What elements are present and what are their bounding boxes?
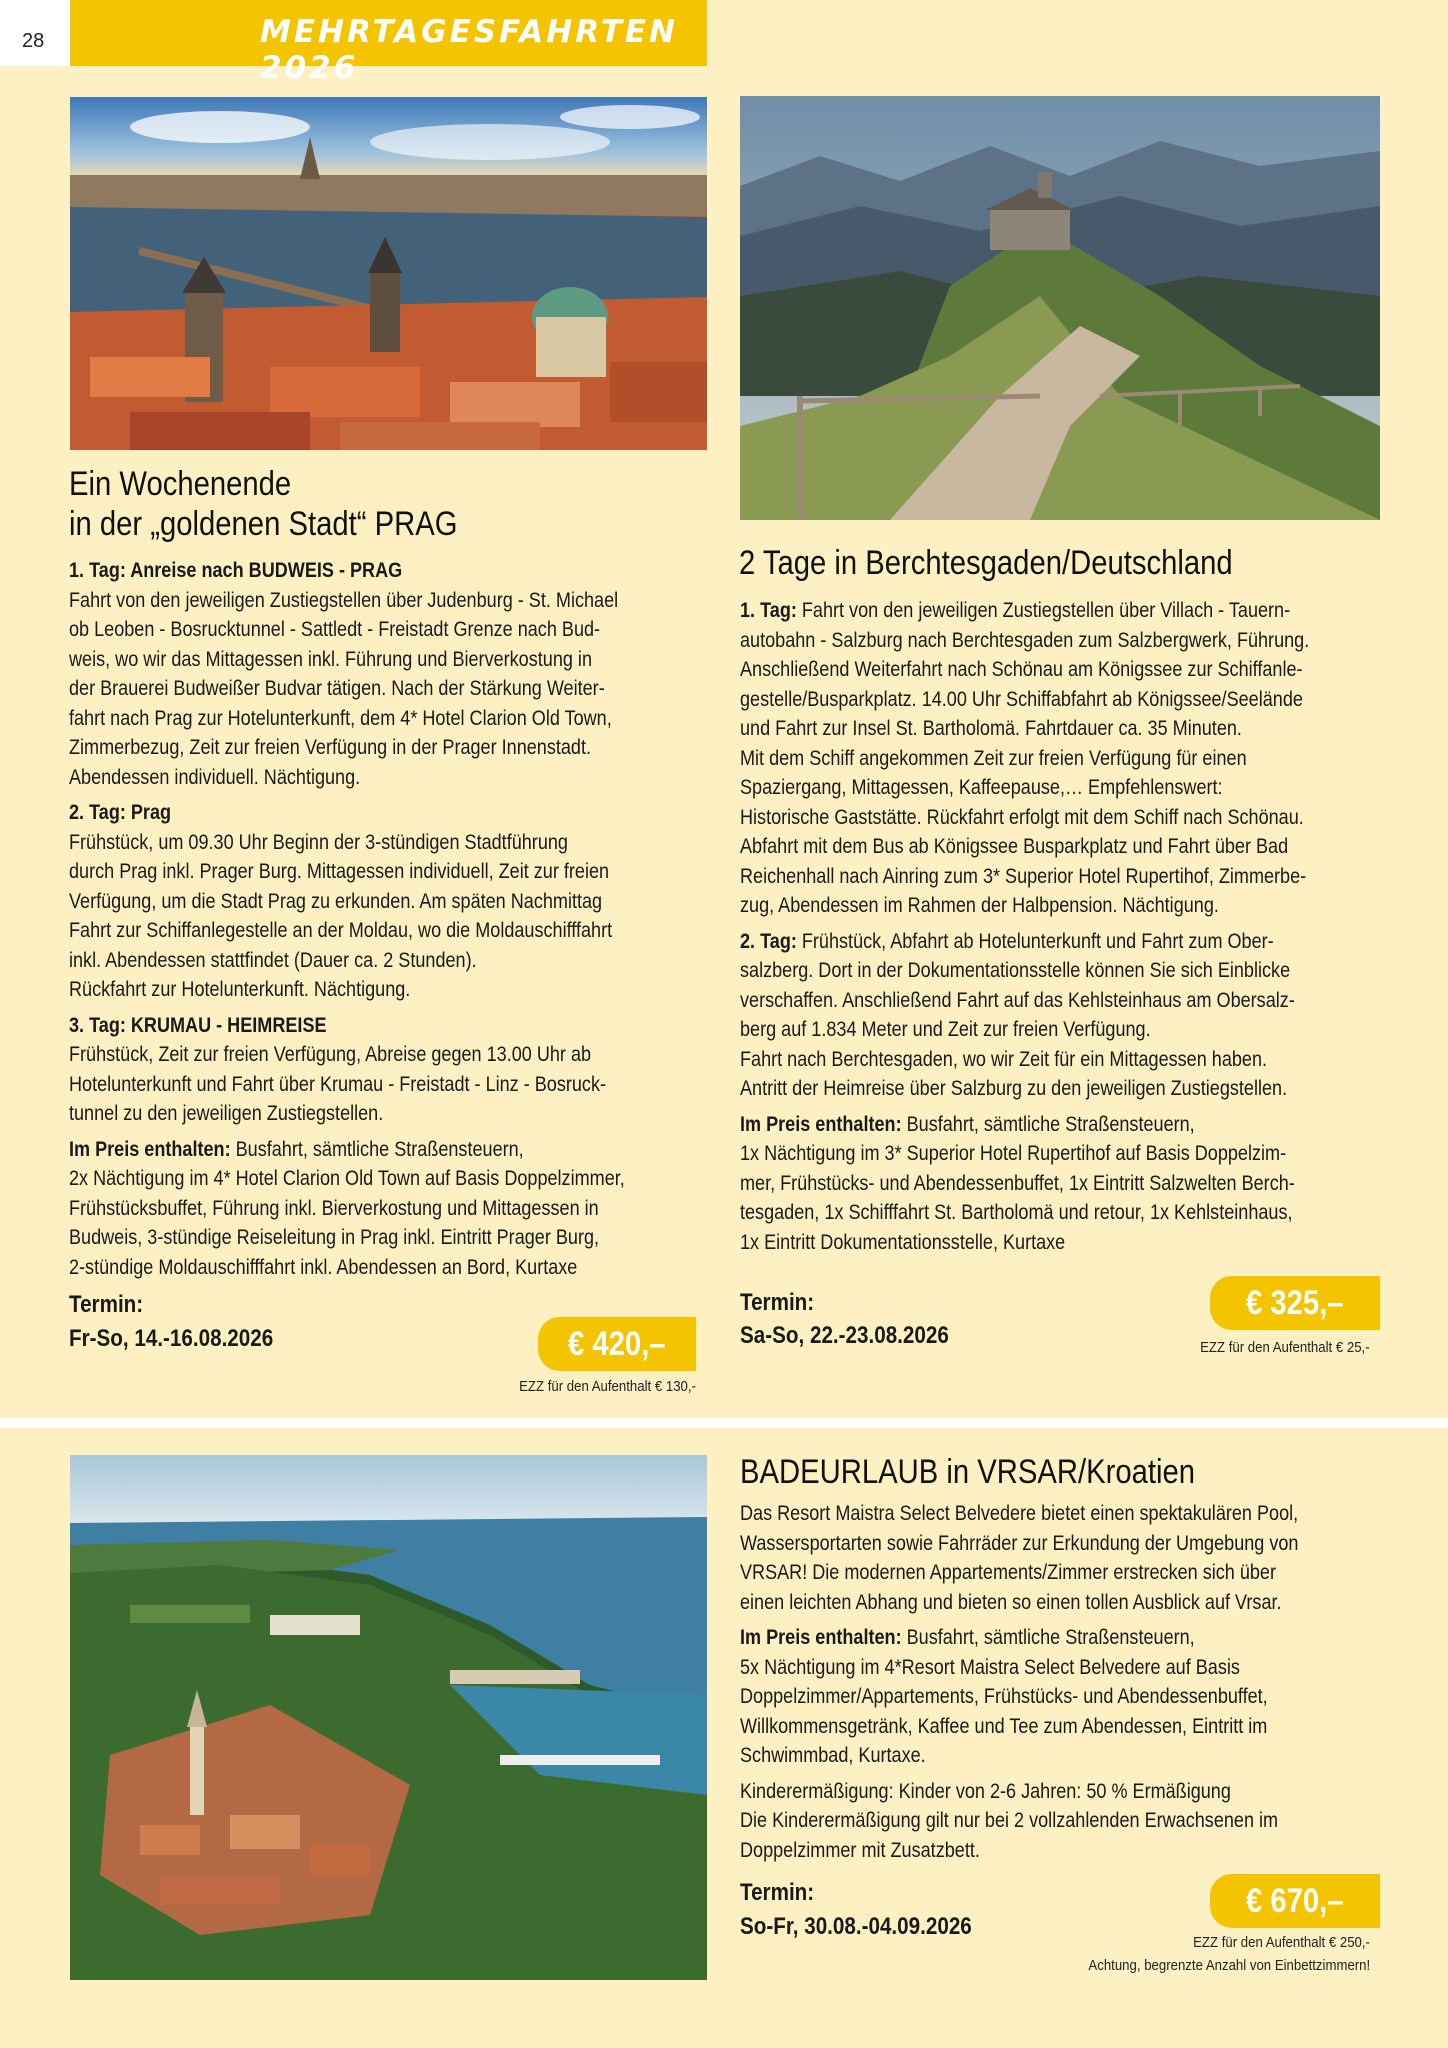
berchtesgaden-day1-line: gestelle/Busparkplatz. 14.00 Uhr Schiffabfahrt ab Königssee/Seelände — [740, 687, 1303, 711]
berchtesgaden-day2-line: verschaffen. Anschließend Fahrt auf das Kehlsteinhaus am Obersalz- — [740, 988, 1295, 1012]
berchtesgaden-day1-line: zug, Abendessen im Rahmen der Halbpension. Nächtigung. — [740, 894, 1219, 917]
vrsar-kids-line: Kinderermäßigung: Kinder von 2-6 Jahren: 50 % Ermäßigung — [740, 1779, 1231, 1803]
prag-included-text: Busfahrt, sämtliche Straßensteuern, — [230, 1137, 524, 1161]
prag-day2-line: durch Prag inkl. Prager Burg. Mittagessen individuell, Zeit zur freien — [69, 860, 610, 883]
prag-itinerary — [69, 556, 625, 1288]
berchtesgaden-day1-line: autobahn - Salzburg nach Berchtesgaden zum Salzbergwerk, Führung. — [740, 628, 1310, 652]
berchtesgaden-day1-line: Historische Gaststätte. Rückfahrt erfolgt mit dem Schiff nach Schönau. — [740, 805, 1304, 829]
vrsar-price: € 670,– — [1246, 1881, 1344, 1920]
berchtesgaden-included-first — [740, 1110, 1309, 1140]
vrsar-included-line: Willkommensgetränk, Kaffee und Tee zum Abendessen, Eintritt im — [740, 1714, 1268, 1738]
berchtesgaden-price-badge — [1210, 1276, 1380, 1330]
vrsar-photo — [70, 1455, 707, 1980]
prag-price-badge — [538, 1317, 696, 1371]
berchtesgaden-day2-first — [740, 927, 1309, 957]
prag-termin-label: Termin: — [69, 1291, 144, 1318]
prag-ezz-note: EZZ für den Aufenthalt € 130,- — [519, 1378, 696, 1395]
prague-photo — [70, 97, 707, 450]
vrsar-included-line: 5x Nächtigung im 4*Resort Maistra Select Belvedere auf Basis — [740, 1655, 1240, 1679]
vrsar-intro-line: Wassersportarten sowie Fahrräder zur Erkundung der Umgebung von — [740, 1531, 1299, 1555]
vrsar-kids-line: Die Kinderermäßigung gilt nur bei 2 vollzahlenden Erwachsenen im — [740, 1809, 1279, 1832]
vrsar-included-first — [740, 1623, 1298, 1653]
header-title: MEHRTAGESFAHRTEN 2026 — [260, 14, 678, 86]
prag-day2-line: Fahrt zur Schiffanlegestelle an der Moldau, wo die Moldauschifffahrt — [69, 919, 613, 942]
berchtesgaden-included-text: Busfahrt, sämtliche Straßensteuern, — [901, 1112, 1195, 1136]
prag-day1-line: Zimmerbezug, Zeit zur freien Verfügung in der Prager Innenstadt. — [69, 736, 592, 759]
prag-price: € 420,– — [568, 1324, 666, 1363]
prag-day2-line: Frühstück, um 09.30 Uhr Beginn der 3-stündigen Stadtführung — [69, 830, 568, 854]
prag-day3-label: 3. Tag: KRUMAU - HEIMREISE — [69, 1013, 327, 1037]
berchtesgaden-day1-line: Abfahrt mit dem Bus ab Königssee Busparkplatz und Fahrt über Bad — [740, 835, 1289, 858]
berchtesgaden-day2-label: 2. Tag: — [740, 929, 797, 953]
berchtesgaden-day1-line: Reichenhall nach Ainring zum 3* Superior Hotel Rupertihof, Zimmerbe- — [740, 864, 1307, 888]
prag-day1-line: weis, wo wir das Mittagessen inkl. Führung und Bierverkostung in — [69, 647, 592, 671]
prag-included-line: Frühstücksbuffet, Führung inkl. Bierverkostung und Mittagessen in — [69, 1196, 599, 1220]
vrsar-included-text: Busfahrt, sämtliche Straßensteuern, — [901, 1626, 1195, 1649]
berchtesgaden-price: € 325,– — [1246, 1283, 1344, 1322]
prag-title — [69, 464, 457, 544]
berchtesgaden-included-line: tesgaden, 1x Schifffahrt St. Bartholomä und retour, 1x Kehlsteinhaus, — [740, 1201, 1293, 1224]
berchtesgaden-photo — [740, 96, 1380, 520]
berchtesgaden-title: 2 Tage in Berchtesgaden/Deutschland — [739, 544, 1233, 582]
prag-included-label: Im Preis enthalten: — [69, 1137, 231, 1161]
vrsar-description — [740, 1499, 1298, 1871]
vrsar-title: BADEURLAUB in VRSAR/Kroatien — [740, 1453, 1196, 1491]
prag-day3-line: Hotelunterkunft und Fahrt über Krumau - Freistadt - Linz - Bosruck- — [69, 1072, 607, 1096]
vrsar-included-line: Doppelzimmer/Appartements, Frühstücks- und Abendessenbuffet, — [740, 1685, 1268, 1708]
prag-included-line: 2-stündige Moldauschifffahrt inkl. Abendessen an Bord, Kurtaxe — [69, 1255, 578, 1279]
berchtesgaden-day1-line: Spaziergang, Mittagessen, Kaffeepause,… Empfehlenswert: — [740, 776, 1223, 799]
prag-day3-line: tunnel zu den jeweiligen Zustiegstellen. — [69, 1102, 384, 1125]
prag-day3-line: Frühstück, Zeit zur freien Verfügung, Abreise gegen 13.00 Uhr ab — [69, 1043, 592, 1066]
berchtesgaden-ezz-note: EZZ für den Aufenthalt € 25,- — [1200, 1339, 1370, 1356]
berchtesgaden-day1-line: Mit dem Schiff angekommen Zeit zur freien Verfügung für einen — [740, 746, 1247, 770]
vrsar-ezz-note: EZZ für den Aufenthalt € 250,- — [1193, 1934, 1370, 1951]
prag-title-line: Ein Wochenende — [69, 465, 292, 503]
berchtesgaden-termin-dates: Sa-So, 22.-23.08.2026 — [740, 1322, 949, 1349]
prag-day2-line: inkl. Abendessen stattfindet (Dauer ca. 2 Stunden). — [69, 948, 477, 972]
prag-included-line: 2x Nächtigung im 4* Hotel Clarion Old Town auf Basis Doppelzimmer, — [69, 1167, 625, 1190]
prag-termin-dates: Fr-So, 14.-16.08.2026 — [69, 1325, 274, 1352]
prag-day2-label: 2. Tag: Prag — [69, 801, 172, 824]
berchtesgaden-included-line: mer, Frühstücks- und Abendessenbuffet, 1x Eintritt Salzwelten Berch- — [740, 1171, 1295, 1195]
berchtesgaden-itinerary — [740, 596, 1309, 1263]
prag-day1-line: ob Leoben - Bosrucktunnel - Sattledt - Freistadt Grenze nach Bud- — [69, 618, 601, 641]
berchtesgaden-day1-line: Anschließend Weiterfahrt nach Schönau am Königssee zur Schiffanle- — [740, 658, 1303, 681]
berchtesgaden-day1-label: 1. Tag: — [740, 599, 797, 622]
berchtesgaden-day1-line: und Fahrt zur Insel St. Bartholomä. Fahrtdauer ca. 35 Minuten. — [740, 717, 1242, 740]
berchtesgaden-termin-label: Termin: — [740, 1289, 815, 1316]
prag-day1-label: 1. Tag: Anreise nach BUDWEIS - PRAG — [69, 559, 403, 582]
berchtesgaden-day1-text: Fahrt von den jeweiligen Zustiegstellen über Villach - Tauern- — [796, 599, 1291, 622]
vrsar-included-line: Schwimmbad, Kurtaxe. — [740, 1744, 926, 1767]
berchtesgaden-day2-line: Fahrt nach Berchtesgaden, wo wir Zeit für ein Mittagessen haben. — [740, 1047, 1268, 1071]
prag-day2-line: Rückfahrt zur Hotelunterkunft. Nächtigung. — [69, 978, 411, 1001]
berchtesgaden-day1-first — [740, 596, 1309, 626]
berchtesgaden-included-line: 1x Nächtigung im 3* Superior Hotel Rupertihof auf Basis Doppelzim- — [740, 1142, 1287, 1165]
page-number: 28 — [22, 30, 45, 52]
vrsar-termin-label: Termin: — [740, 1879, 815, 1906]
berchtesgaden-included-line: 1x Eintritt Dokumentationsstelle, Kurtaxe — [740, 1230, 1066, 1254]
vrsar-price-badge — [1210, 1874, 1380, 1928]
vrsar-termin-dates: So-Fr, 30.08.-04.09.2026 — [740, 1913, 972, 1940]
vrsar-intro-line: einen leichten Abhang und bieten so einen tollen Ausblick auf Vrsar. — [740, 1590, 1282, 1614]
prag-day1-line: fahrt nach Prag zur Hotelunterkunft, dem 4* Hotel Clarion Old Town, — [69, 706, 612, 730]
header-bar — [70, 0, 707, 86]
prag-day1-line: der Brauerei Budweißer Budvar tätigen. Nach der Stärkung Weiter- — [69, 677, 605, 700]
vrsar-intro-line: VRSAR! Die modernen Appartements/Zimmer erstrecken sich über — [740, 1561, 1276, 1584]
prag-day1-line: Fahrt von den jeweiligen Zustiegstellen über Judenburg - St. Michael — [69, 588, 619, 612]
vrsar-kids-line: Doppelzimmer mit Zusatzbett. — [740, 1838, 980, 1862]
berchtesgaden-day2-line: Antritt der Heimreise über Salzburg zu den jeweiligen Zustiegstellen. — [740, 1077, 1288, 1100]
berchtesgaden-day2-text: Frühstück, Abfahrt ab Hotelunterkunft und Fahrt zum Ober- — [796, 929, 1274, 953]
prag-included-first — [69, 1135, 625, 1165]
vrsar-intro-line: Das Resort Maistra Select Belvedere bietet einen spektakulären Pool, — [740, 1502, 1299, 1525]
prag-day1-line: Abendessen individuell. Nächtigung. — [69, 765, 361, 789]
berchtesgaden-day2-line: berg auf 1.834 Meter und Zeit zur freien Verfügung. — [740, 1018, 1151, 1041]
berchtesgaden-included-label: Im Preis enthalten: — [740, 1112, 902, 1136]
berchtesgaden-day2-line: salzberg. Dort in der Dokumentationsstelle können Sie sich Einblicke — [740, 959, 1291, 982]
prag-day2-line: Verfügung, um die Stadt Prag zu erkunden. Am späten Nachmittag — [69, 889, 603, 913]
prag-included-line: Budweis, 3-stündige Reiseleitung in Prag inkl. Eintritt Prager Burg, — [69, 1226, 600, 1249]
vrsar-included-label: Im Preis enthalten: — [740, 1626, 902, 1649]
vrsar-warning-note: Achtung, begrenzte Anzahl von Einbettzimmern! — [1088, 1957, 1370, 1974]
prag-title-line: in der „goldenen Stadt“ PRAG — [69, 505, 458, 543]
